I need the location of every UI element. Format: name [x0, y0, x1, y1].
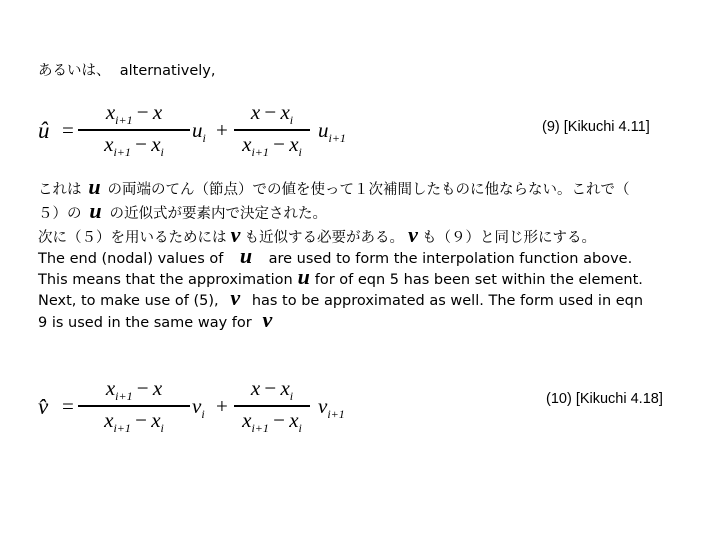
- eq9-coef-1: $u_i$: [192, 118, 206, 145]
- symbol-u: u: [89, 198, 102, 223]
- eq10-lhs: v̂: [38, 394, 49, 419]
- eq10-coef-2: $v_{i+1}$: [318, 394, 345, 421]
- jp-line3-text-b: も近似する必要がある。: [244, 230, 404, 246]
- en-line2-text-a: This means that the approximation: [38, 272, 293, 288]
- eq9-frac1-denominator: $x_{i+1} - x_i$: [104, 131, 164, 159]
- eq9-fraction-1: [78, 100, 190, 160]
- jp-line2-text-a: ５）の: [38, 206, 82, 222]
- symbol-v: v: [230, 222, 241, 247]
- eq10-fraction-1: [78, 376, 190, 436]
- eq10-frac1-denominator: $x_{i+1} - x_i$: [104, 407, 164, 435]
- jp-line-2: [38, 198, 327, 223]
- en-line2-text-b: for of eqn 5 has been set within the element.: [314, 272, 643, 288]
- symbol-v: v: [408, 222, 418, 247]
- symbol-u: u: [88, 174, 101, 199]
- eq9-frac2-numerator: $x - x_i$: [250, 100, 294, 127]
- eq10-coef-1: $v_i$: [192, 394, 205, 421]
- symbol-v: v: [262, 307, 273, 332]
- eq9-plus: +: [216, 118, 228, 142]
- equation-9: [38, 100, 346, 162]
- intro-line: [38, 62, 215, 80]
- en-line4-text-a: 9 is used in the same way for: [38, 315, 252, 331]
- jp-line3-text-c: も（９）と同じ形にする。: [422, 230, 596, 246]
- en-line-3: [38, 285, 644, 310]
- en-line1-text-b: are used to form the interpolation function above.: [268, 251, 633, 267]
- eq10-fraction-2: [234, 376, 310, 436]
- eq9-coef-2: $u_{i+1}$: [318, 118, 346, 145]
- intro-en: alternatively,: [119, 63, 216, 79]
- eq9-frac1-numerator: $x_{i+1} - x$: [105, 100, 163, 127]
- eq10-frac1-numerator: $x_{i+1} - x$: [105, 376, 163, 403]
- en-line3-text-a: Next, to make use of (5),: [38, 293, 219, 309]
- equation-10: [38, 376, 345, 438]
- symbol-u: u: [297, 264, 310, 289]
- jp-line1-text-b: の両端のてん（節点）での値を使って１次補間したものに他ならない。これで（: [107, 182, 630, 198]
- intro-jp: あるいは、: [38, 63, 111, 79]
- eq10-equals: =: [62, 394, 74, 418]
- en-line1-text-a: The end (nodal) values of: [38, 251, 224, 267]
- jp-line2-text-b: の近似式が要素内で決定された。: [109, 206, 327, 222]
- eq9-lhs: û: [38, 118, 50, 143]
- en-line3-text-b: has to be approximated as well. The form used in eqn: [251, 293, 644, 309]
- en-line-2: [38, 264, 643, 289]
- jp-line1-text-a: これは: [38, 182, 82, 198]
- jp-line-1: [38, 174, 630, 199]
- eq10-frac2-denominator: $x_{i+1} - x_i$: [242, 407, 302, 435]
- en-line-1: [38, 243, 633, 268]
- eq10-plus: +: [216, 394, 228, 418]
- eq10-frac2-numerator: $x - x_i$: [250, 376, 294, 403]
- eq9-equals: =: [62, 118, 74, 142]
- en-line-4: [38, 307, 278, 332]
- eq9-fraction-2: [234, 100, 310, 160]
- eq9-frac2-denominator: $x_{i+1} - x_i$: [242, 131, 302, 159]
- eq9-reference: (9) [Kikuchi 4.11]: [542, 119, 650, 135]
- jp-line-3: [38, 222, 596, 247]
- eq10-reference: (10) [Kikuchi 4.18]: [546, 391, 663, 407]
- symbol-v: v: [230, 285, 241, 310]
- jp-line3-text-a: 次に（５）を用いるためには: [38, 230, 227, 246]
- symbol-u: u: [239, 243, 253, 268]
